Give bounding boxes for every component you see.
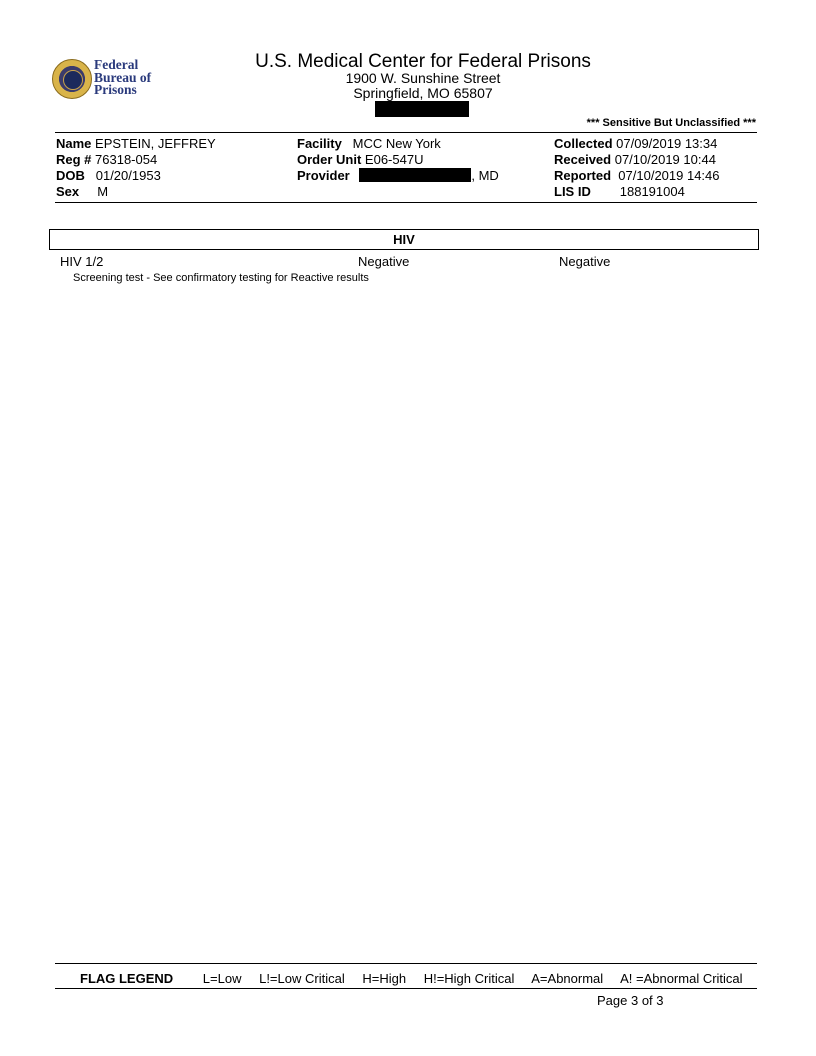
order-unit-label: Order Unit — [297, 152, 362, 167]
flag-legend — [80, 971, 757, 986]
collected-label: Collected — [554, 136, 613, 151]
legend-item: A! =Abnormal Critical — [620, 971, 743, 986]
received-value: 07/10/2019 10:44 — [614, 152, 716, 167]
provider-label: Provider — [297, 168, 350, 183]
divider — [55, 132, 757, 133]
reg-label: Reg # — [56, 152, 92, 167]
test-result: Negative — [358, 254, 410, 269]
legend-item: H=High — [362, 971, 407, 986]
sex-label: Sex — [56, 184, 80, 199]
legend-item: A=Abnormal — [531, 971, 604, 986]
divider — [55, 988, 757, 989]
page-number: Page 3 of 3 — [597, 993, 664, 1008]
page-title: U.S. Medical Center for Federal Prisons — [255, 51, 591, 72]
legend-label: FLAG LEGEND — [80, 971, 174, 986]
dob-label: DOB — [56, 168, 85, 183]
reg-number: 76318-054 — [95, 152, 158, 167]
patient-info — [56, 136, 216, 200]
patient-name: EPSTEIN, JEFFREY — [95, 136, 216, 151]
order-info — [297, 136, 499, 184]
lis-label: LIS ID — [554, 184, 591, 199]
collected-value: 07/09/2019 13:34 — [616, 136, 718, 151]
test-name: HIV 1/2 — [60, 254, 104, 269]
provider-redaction — [359, 168, 471, 182]
redaction-bar — [375, 101, 469, 117]
order-unit-value: E06-547U — [364, 152, 424, 167]
sex-value: M — [97, 184, 109, 199]
section-header — [49, 229, 759, 250]
name-label: Name — [56, 136, 92, 151]
divider — [55, 202, 757, 203]
reported-value: 07/10/2019 14:46 — [618, 168, 720, 183]
test-note: Screening test - See confirmatory testing for Reactive results — [73, 272, 369, 284]
legend-item: L!=Low Critical — [259, 971, 345, 986]
address-line-2: Springfield, MO 65807 — [353, 85, 493, 101]
date-info — [554, 136, 720, 200]
received-label: Received — [554, 152, 612, 167]
agency-name: Federal Bureau of Prisons — [94, 57, 152, 97]
divider — [55, 963, 757, 964]
lis-value: 188191004 — [619, 184, 685, 199]
address-line-1: 1900 W. Sunshine Street — [345, 70, 501, 86]
test-reference: Negative — [559, 254, 611, 269]
provider-suffix: , MD — [471, 168, 499, 183]
section-title: HIV — [393, 232, 415, 247]
legend-item: L=Low — [202, 971, 242, 986]
facility-label: Facility — [297, 136, 342, 151]
classification-banner: *** Sensitive But Unclassified *** — [586, 117, 756, 129]
dob-value: 01/20/1953 — [95, 168, 161, 183]
facility-value: MCC New York — [352, 136, 441, 151]
legend-item: H!=High Critical — [423, 971, 515, 986]
reported-label: Reported — [554, 168, 612, 183]
